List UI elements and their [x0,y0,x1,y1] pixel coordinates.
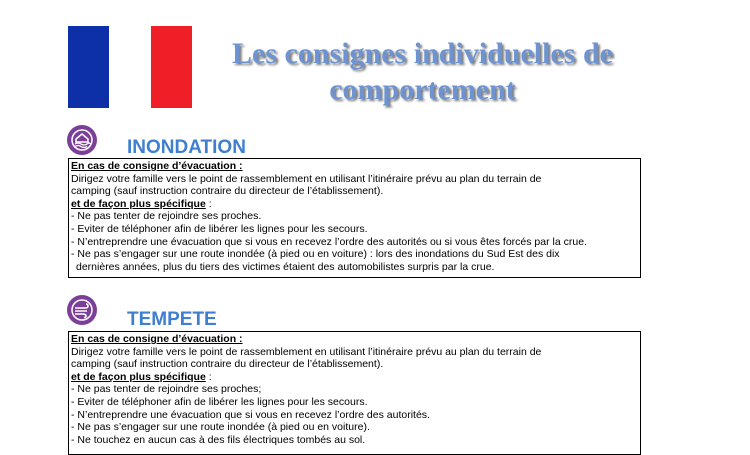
list-item-continuation: dernières années, plus du tiers des victimes étaient des automobilistes surpris par la crue. [76,260,495,273]
list-item: - Ne pas s’engager sur une route inondée (à pied ou en voiture) : lors des inondations du Sud Est des dix [71,248,560,261]
flag-red-stripe [151,26,192,108]
flag-blue-stripe [68,26,109,108]
text-line: Dirigez votre famille vers le point de rassemblement en utilisant l’itinéraire prévu au plan du terrain de [71,345,542,358]
text-line: camping (sauf instruction contraire du directeur de l’établissement). [71,358,384,371]
list-item: - N’entreprendre une évacuation que si vous en recevez l’ordre des autorités ou si vous êtes forcés par la crue. [71,235,587,248]
text-line: camping (sauf instruction contraire du directeur de l’établissement). [71,185,384,198]
flag-white-stripe [109,26,150,108]
evacuation-lead: En cas de consigne d’évacuation : [71,333,243,345]
list-item: - Ne touchez en aucun cas à des fils électriques tombés au sol. [71,433,366,446]
specific-subheading-label: et de façon plus spécifique [71,197,206,210]
list-item: - Ne pas tenter de rejoindre ses proches. [71,210,262,223]
flood-house-icon [67,125,97,155]
list-item: - Ne pas tenter de rejoindre ses proches; [71,383,262,396]
text-line: Dirigez votre famille vers le point de rassemblement en utilisant l’itinéraire prévu au plan du terrain de [71,172,542,185]
specific-subheading [71,371,638,384]
specific-subheading-colon: : [205,197,212,210]
french-flag [68,26,192,108]
evacuation-lead: En cas de consigne d’évacuation : [71,160,243,172]
list-item: - N’entreprendre une évacuation que si vous en recevez l’ordre des autorités. [71,408,430,421]
specific-subheading [71,198,638,211]
list-item: - Ne pas s’engager sur une route inondée (à pied ou en voiture). [71,421,370,434]
list-item: - Eviter de téléphoner afin de libérer les lignes pour les secours. [71,222,368,235]
list-item: - Eviter de téléphoner afin de libérer les lignes pour les secours. [71,395,368,408]
page-title-line-2: comportement [329,73,516,106]
instructions-box-inondation [68,158,641,278]
section-heading-tempete: TEMPETE [127,309,217,330]
page-title-line-1: Les consignes individuelles de [232,37,613,70]
wind-storm-icon [67,295,97,325]
specific-subheading-label: et de façon plus spécifique [71,370,206,383]
section-heading-inondation: INONDATION [127,137,246,158]
page-title [200,36,645,108]
specific-subheading-colon: : [205,370,212,383]
instructions-box-tempete [68,331,641,455]
